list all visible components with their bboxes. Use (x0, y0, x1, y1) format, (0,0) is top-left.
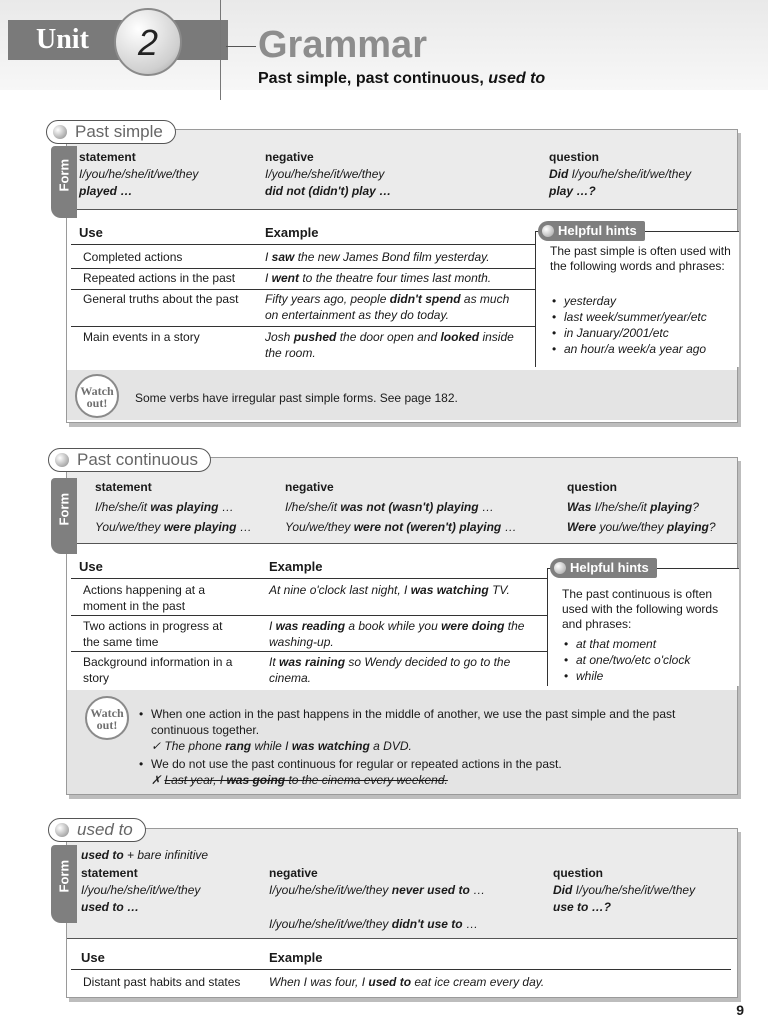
table-row: Background information in a story It was raining so Wendy decided to go to the cinema. (83, 655, 511, 685)
title-rule (226, 46, 256, 47)
helpful-hints-tag: Helpful hints (550, 558, 657, 578)
form-label: Form (56, 493, 72, 526)
unit-label: Unit (36, 24, 89, 55)
bullet-icon (53, 125, 67, 139)
negative-column: negative I/he/she/it was not (wasn't) playing … You/we/they were not (weren't) playing … (285, 480, 517, 534)
negative-column: negative I/you/he/she/it/we/they never used to … I/you/he/she/it/we/they didn't use to … (269, 866, 486, 931)
past-simple-section (56, 129, 738, 423)
helpful-hints-tag: Helpful hints (538, 221, 645, 241)
form-strip (51, 845, 77, 923)
helpful-hints-box (535, 223, 739, 367)
helpful-hints-box (547, 560, 739, 686)
table-row: Actions happening at a moment in the past At nine o'clock last night, I was watching TV. (71, 582, 547, 616)
question-column: question Did I/you/he/she/it/we/they play …? (549, 150, 692, 198)
page-number: 9 (736, 1002, 744, 1018)
use-heading: Use (79, 225, 103, 240)
hints-intro: The past simple is often used with the following words and phrases: (550, 244, 731, 273)
used-to-section (56, 828, 738, 998)
bullet-icon (554, 562, 566, 574)
statement-column: statement I/you/he/she/it/we/they played … (79, 150, 199, 198)
table-row: Completed actions I saw the new James Bond film yesterday. (71, 249, 535, 269)
section-title-used-to: used to (48, 818, 146, 842)
form-rule: used to + bare infinitive (81, 848, 209, 862)
hints-intro: The past continuous is often used with the following words and phrases: (562, 587, 719, 631)
example-heading: Example (269, 950, 323, 965)
statement-column: statement I/he/she/it was playing … You/we/they were playing … (95, 480, 252, 534)
table-row: General truths about the past Fifty years ago, people didn't spend as much on entertainment as they do today. (71, 291, 535, 327)
question-column: question Was I/he/she/it playing? Were you/we/they playing? (567, 480, 716, 534)
question-column: question Did I/you/he/she/it/we/they use to …? (553, 866, 696, 914)
table-row: Main events in a story Josh pushed the door open and looked inside the room. (83, 330, 514, 360)
unit-number: 2 (137, 22, 159, 63)
table-header-rule (71, 969, 731, 970)
past-continuous-section (56, 457, 738, 795)
form-label: Form (56, 159, 72, 192)
watch-out-text: Some verbs have irregular past simple forms. See page 182. (135, 391, 458, 405)
header-divider (220, 0, 221, 100)
table-row: Two actions in progress at the same time I was reading a book while you were doing the washing-up. (71, 618, 547, 652)
watch-out-text: • When one action in the past happens in the middle of another, we use the past simple and the past continuous together. ✓ The phone rang while I was watching a DVD. • We do not use the past continuous for regular or repeated actions in the past. ✗ Last year, I was going to the cinema every weekend. (139, 707, 676, 787)
hints-list: • at that moment • at one/two/etc o'clock • while (562, 636, 733, 684)
watch-out-icon: Watch out! (85, 696, 129, 740)
hints-list: • yesterday • last week/summer/year/etc • in January/2001/etc • an hour/a week/a year ago (550, 293, 733, 357)
table-header-rule (71, 244, 535, 245)
use-heading: Use (79, 559, 103, 574)
bullet-icon (542, 225, 554, 237)
form-strip (51, 146, 77, 218)
form-label: Form (56, 860, 72, 893)
statement-column: statement I/you/he/she/it/we/they used to … (81, 866, 201, 914)
section-title-past-simple: Past simple (46, 120, 176, 144)
bullet-icon (55, 823, 69, 837)
negative-column: negative I/you/he/she/it/we/they did not (didn't) play … (265, 150, 392, 198)
bullet-icon (55, 453, 69, 467)
form-strip (51, 478, 77, 554)
table-row: Repeated actions in the past I went to the theatre four times last month. (71, 270, 535, 290)
example-heading: Example (269, 559, 323, 574)
example-heading: Example (265, 225, 319, 240)
table-row: Distant past habits and states When I was four, I used to eat ice cream every day. (83, 975, 545, 989)
table-header-rule (71, 578, 547, 579)
section-title-past-continuous: Past continuous (48, 448, 211, 472)
watch-out-icon: Watch out! (75, 374, 119, 418)
page-subtitle: Past simple, past continuous, used to (258, 70, 546, 87)
use-heading: Use (81, 950, 105, 965)
page-title: Grammar (258, 24, 427, 66)
unit-number-badge (114, 8, 182, 76)
